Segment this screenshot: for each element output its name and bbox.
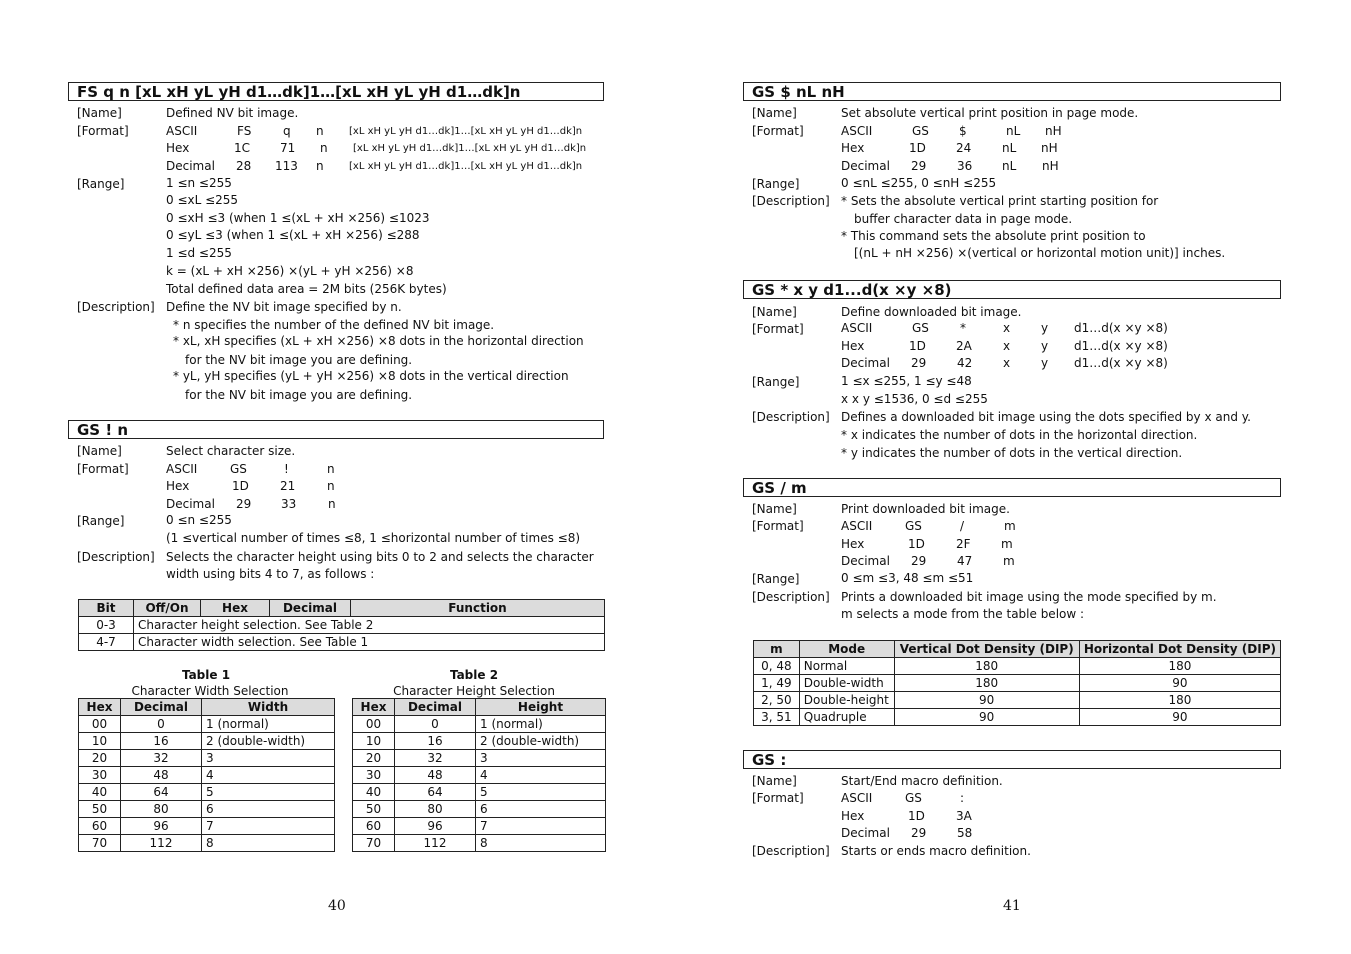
format-cell: nL bbox=[1002, 159, 1017, 173]
format-cell: ! bbox=[284, 462, 289, 476]
table-header: Hex bbox=[201, 600, 270, 617]
table-cell: 16 bbox=[395, 733, 476, 750]
table-row bbox=[754, 658, 1281, 675]
description-line: * x indicates the number of dots in the horizontal direction. bbox=[841, 428, 1198, 442]
table-header: Decimal bbox=[270, 600, 351, 617]
format-label: [Format] bbox=[752, 519, 804, 533]
section-title-gs-star: GS * x y d1...d(x ×y ×8) bbox=[743, 280, 1281, 299]
table-cell: 6 bbox=[476, 801, 606, 818]
format-cell: m bbox=[1003, 554, 1015, 568]
table-header-row bbox=[79, 600, 605, 617]
table-cell: Normal bbox=[799, 658, 894, 675]
range-label: [Range] bbox=[752, 572, 800, 586]
format-cell: nH bbox=[1041, 141, 1058, 155]
format-cell: 36 bbox=[957, 159, 973, 173]
table-cell: 90 bbox=[894, 692, 1079, 709]
format-cell: Decimal bbox=[841, 826, 890, 840]
name-label: [Name] bbox=[752, 502, 797, 516]
table-header: Bit bbox=[79, 600, 134, 617]
format-cell: 24 bbox=[956, 141, 972, 155]
table-row bbox=[353, 716, 606, 733]
format-cell: GS bbox=[905, 791, 922, 805]
table-cell: 64 bbox=[121, 784, 202, 801]
table-cell: Character width selection. See Table 1 bbox=[134, 634, 605, 651]
table-row bbox=[353, 784, 606, 801]
format-cell: y bbox=[1041, 356, 1049, 370]
description-label: [Description] bbox=[752, 194, 830, 208]
format-cell: Hex bbox=[166, 479, 190, 493]
table-cell: 180 bbox=[894, 658, 1079, 675]
description-label: [Description] bbox=[752, 590, 830, 604]
name-label: [Name] bbox=[752, 106, 797, 120]
table-cell: 32 bbox=[395, 750, 476, 767]
table-cell: 4-7 bbox=[79, 634, 134, 651]
format-cell: Hex bbox=[841, 141, 865, 155]
description-line: m selects a mode from the table below : bbox=[841, 607, 1085, 621]
range-line: 0 ≤n ≤255 bbox=[166, 513, 232, 527]
table1-subtitle: Character Width Selection bbox=[131, 684, 289, 698]
format-cell: d1…d(x ×y ×8) bbox=[1074, 339, 1168, 353]
table-header: Hex bbox=[79, 699, 121, 716]
description-line: * Sets the absolute vertical print starting position for bbox=[841, 194, 1159, 208]
table-row bbox=[79, 767, 335, 784]
format-cell: 1C bbox=[234, 141, 251, 155]
format-cell: 29 bbox=[236, 497, 252, 511]
table-row bbox=[353, 750, 606, 767]
table-cell: Double-height bbox=[799, 692, 894, 709]
table-row bbox=[79, 801, 335, 818]
table-cell: 0, 48 bbox=[754, 658, 800, 675]
table-cell: 3 bbox=[202, 750, 335, 767]
format-cell: n bbox=[320, 141, 328, 155]
format-cell: 2A bbox=[956, 339, 972, 353]
range-line: 0 ≤xL ≤255 bbox=[166, 193, 239, 207]
format-cell: d1…d(x ×y ×8) bbox=[1074, 356, 1168, 370]
table-cell: 10 bbox=[353, 733, 395, 750]
table-row bbox=[79, 750, 335, 767]
table-row bbox=[353, 835, 606, 852]
table-cell: 1, 49 bbox=[754, 675, 800, 692]
format-cell: m bbox=[1001, 537, 1013, 551]
description-line: [(nL + nH ×256) ×(vertical or horizontal motion unit)] inches. bbox=[854, 246, 1226, 260]
format-cell: 47 bbox=[957, 554, 973, 568]
table-row bbox=[353, 818, 606, 835]
range-line: 0 ≤nL ≤255, 0 ≤nH ≤255 bbox=[841, 176, 997, 190]
range-line: 0 ≤m ≤3, 48 ≤m ≤51 bbox=[841, 571, 974, 585]
format-cell: 1D bbox=[909, 141, 926, 155]
page-left bbox=[68, 0, 608, 954]
table-cell: 0 bbox=[121, 716, 202, 733]
format-cell: n bbox=[316, 124, 324, 138]
table1-width-selection bbox=[78, 698, 335, 852]
table-cell: 0 bbox=[395, 716, 476, 733]
format-cell: 58 bbox=[957, 826, 973, 840]
format-cell: y bbox=[1041, 339, 1049, 353]
table-header: Function bbox=[351, 600, 605, 617]
table-cell: 0-3 bbox=[79, 617, 134, 634]
format-cell: Decimal bbox=[841, 554, 890, 568]
table-cell: 90 bbox=[1079, 709, 1280, 726]
table-cell: 48 bbox=[121, 767, 202, 784]
description-label: [Description] bbox=[77, 300, 155, 314]
range-line: 0 ≤xH ≤3 (when 1 ≤(xL + xH ×256) ≤1023 bbox=[166, 211, 430, 225]
format-cell: ASCII bbox=[166, 462, 198, 476]
table-cell: 10 bbox=[79, 733, 121, 750]
table-cell: 96 bbox=[121, 818, 202, 835]
format-cell: [xL xH yL yH d1…dk]1…[xL xH yL yH d1…dk]n bbox=[353, 143, 587, 154]
table-cell: 2 (double-width) bbox=[202, 733, 335, 750]
table-header: m bbox=[754, 641, 800, 658]
section-title-gs-colon: GS : bbox=[743, 750, 1281, 769]
range-line: x x y ≤1536, 0 ≤d ≤255 bbox=[841, 392, 988, 406]
bit-function-table bbox=[78, 599, 605, 651]
table-header: Hex bbox=[353, 699, 395, 716]
format-cell: [xL xH yL yH d1…dk]1…[xL xH yL yH d1…dk]n bbox=[349, 126, 583, 137]
name-value: Start/End macro definition. bbox=[841, 774, 1003, 788]
table-header: Decimal bbox=[395, 699, 476, 716]
format-label: [Format] bbox=[752, 791, 804, 805]
table-cell: 20 bbox=[353, 750, 395, 767]
table-row bbox=[353, 767, 606, 784]
table-row bbox=[79, 617, 605, 634]
format-cell: nH bbox=[1042, 159, 1059, 173]
table-cell: 3 bbox=[476, 750, 606, 767]
table-cell: 50 bbox=[79, 801, 121, 818]
name-value: Defined NV bit image. bbox=[166, 106, 299, 120]
format-cell: 29 bbox=[911, 826, 927, 840]
table-row bbox=[79, 835, 335, 852]
table-cell: 70 bbox=[353, 835, 395, 852]
format-cell: 29 bbox=[911, 356, 927, 370]
range-label: [Range] bbox=[752, 375, 800, 389]
description-line: width using bits 4 to 7, as follows : bbox=[166, 567, 375, 581]
page-number: 40 bbox=[328, 898, 346, 914]
format-cell: 28 bbox=[236, 159, 252, 173]
table-cell: 4 bbox=[476, 767, 606, 784]
table-cell: 32 bbox=[121, 750, 202, 767]
table-cell: 20 bbox=[79, 750, 121, 767]
format-cell: n bbox=[328, 497, 336, 511]
format-cell: ASCII bbox=[841, 124, 873, 138]
table-cell: Quadruple bbox=[799, 709, 894, 726]
table-cell: 112 bbox=[121, 835, 202, 852]
format-cell: m bbox=[1004, 519, 1016, 533]
table-cell: 2, 50 bbox=[754, 692, 800, 709]
table1-title: Table 1 bbox=[181, 668, 231, 682]
table-cell: 60 bbox=[79, 818, 121, 835]
table-cell: 112 bbox=[395, 835, 476, 852]
table-header: Width bbox=[202, 699, 335, 716]
table2-title: Table 2 bbox=[449, 668, 499, 682]
name-label: [Name] bbox=[752, 774, 797, 788]
table-cell: 7 bbox=[476, 818, 606, 835]
table-cell: 30 bbox=[353, 767, 395, 784]
table-cell: 8 bbox=[476, 835, 606, 852]
format-cell: GS bbox=[230, 462, 247, 476]
format-cell: 21 bbox=[280, 479, 296, 493]
format-label: [Format] bbox=[752, 322, 804, 336]
format-cell: 1D bbox=[909, 339, 926, 353]
description-line: buffer character data in page mode. bbox=[854, 212, 1073, 226]
table-cell: 40 bbox=[79, 784, 121, 801]
range-line: Total defined data area = 2M bits (256K bytes) bbox=[166, 282, 447, 296]
table2-height-selection bbox=[352, 698, 606, 852]
name-value: Set absolute vertical print position in page mode. bbox=[841, 106, 1139, 120]
table-cell: 5 bbox=[476, 784, 606, 801]
format-cell: d1…d(x ×y ×8) bbox=[1074, 321, 1168, 335]
format-cell: nL bbox=[1006, 124, 1021, 138]
section-title-gs-dollar: GS $ nL nH bbox=[743, 82, 1281, 101]
description-line: for the NV bit image you are defining. bbox=[185, 388, 413, 402]
format-cell: x bbox=[1003, 321, 1011, 335]
format-cell: : bbox=[960, 791, 965, 805]
table-cell: 00 bbox=[353, 716, 395, 733]
range-line: k = (xL + xH ×256) ×(yL + yH ×256) ×8 bbox=[166, 264, 414, 278]
description-line: * xL, xH specifies (xL + xH ×256) ×8 dots in the horizontal direction bbox=[173, 334, 584, 348]
table-cell: 90 bbox=[1079, 675, 1280, 692]
range-line: 1 ≤d ≤255 bbox=[166, 246, 232, 260]
table-cell: 4 bbox=[202, 767, 335, 784]
table-header: Mode bbox=[799, 641, 894, 658]
table-cell: 00 bbox=[79, 716, 121, 733]
range-label: [Range] bbox=[752, 177, 800, 191]
table-cell: 180 bbox=[1079, 692, 1280, 709]
description-line: * yL, yH specifies (yL + yH ×256) ×8 dots in the vertical direction bbox=[173, 369, 569, 383]
table-cell: 50 bbox=[353, 801, 395, 818]
format-cell: $ bbox=[959, 124, 967, 138]
table-cell: 48 bbox=[395, 767, 476, 784]
table-header: Decimal bbox=[121, 699, 202, 716]
table-row bbox=[754, 709, 1281, 726]
section-title-gs-n: GS ! n bbox=[68, 420, 604, 439]
description-label: [Description] bbox=[77, 550, 155, 564]
table-cell: 5 bbox=[202, 784, 335, 801]
table-header-row bbox=[353, 699, 606, 716]
table-header: Height bbox=[476, 699, 606, 716]
table-cell: 180 bbox=[1079, 658, 1280, 675]
table-cell: 1 (normal) bbox=[476, 716, 606, 733]
format-cell: 1D bbox=[908, 537, 925, 551]
name-label: [Name] bbox=[77, 106, 122, 120]
table-cell: Character height selection. See Table 2 bbox=[134, 617, 605, 634]
table-cell: 60 bbox=[353, 818, 395, 835]
name-value: Print downloaded bit image. bbox=[841, 502, 1010, 516]
table-cell: 64 bbox=[395, 784, 476, 801]
table-cell: 16 bbox=[121, 733, 202, 750]
name-label: [Name] bbox=[77, 444, 122, 458]
table-header: Vertical Dot Density (DIP) bbox=[894, 641, 1079, 658]
page-number: 41 bbox=[1003, 898, 1021, 914]
format-cell: ASCII bbox=[841, 519, 873, 533]
format-cell: x bbox=[1003, 356, 1011, 370]
format-label: [Format] bbox=[77, 462, 129, 476]
table-cell: 180 bbox=[894, 675, 1079, 692]
section-title-gs-slash: GS / m bbox=[743, 478, 1281, 497]
table-row bbox=[353, 801, 606, 818]
format-label: [Format] bbox=[77, 124, 129, 138]
format-cell: Decimal bbox=[841, 356, 890, 370]
table-cell: 30 bbox=[79, 767, 121, 784]
format-cell: x bbox=[1003, 339, 1011, 353]
format-cell: 1D bbox=[908, 809, 925, 823]
format-cell: FS bbox=[237, 124, 252, 138]
format-cell: 2F bbox=[956, 537, 971, 551]
table-cell: 7 bbox=[202, 818, 335, 835]
table-row bbox=[353, 733, 606, 750]
table-header: Off/On bbox=[134, 600, 201, 617]
format-cell: * bbox=[960, 321, 966, 335]
description-line: Defines a downloaded bit image using the dots specified by x and y. bbox=[841, 410, 1251, 424]
description-line: Define the NV bit image specified by n. bbox=[166, 300, 402, 314]
table-row bbox=[79, 818, 335, 835]
format-cell: 29 bbox=[911, 554, 927, 568]
format-cell: GS bbox=[912, 321, 929, 335]
table-cell: 40 bbox=[353, 784, 395, 801]
table-cell: 70 bbox=[79, 835, 121, 852]
table-row bbox=[79, 784, 335, 801]
description-line: Prints a downloaded bit image using the mode specified by m. bbox=[841, 590, 1217, 604]
range-line: 1 ≤n ≤255 bbox=[166, 176, 232, 190]
table-header: Horizontal Dot Density (DIP) bbox=[1079, 641, 1280, 658]
format-cell: y bbox=[1041, 321, 1049, 335]
format-cell: 42 bbox=[957, 356, 973, 370]
table-header-row bbox=[79, 699, 335, 716]
format-cell: 3A bbox=[956, 809, 972, 823]
description-line: Starts or ends macro definition. bbox=[841, 844, 1031, 858]
table-cell: 3, 51 bbox=[754, 709, 800, 726]
format-cell: q bbox=[283, 124, 291, 138]
table-cell: 6 bbox=[202, 801, 335, 818]
description-label: [Description] bbox=[752, 410, 830, 424]
range-label: [Range] bbox=[77, 177, 125, 191]
name-value: Select character size. bbox=[166, 444, 296, 458]
format-cell: Decimal bbox=[166, 497, 215, 511]
format-label: [Format] bbox=[752, 124, 804, 138]
format-cell: [xL xH yL yH d1…dk]1…[xL xH yL yH d1…dk]n bbox=[349, 161, 583, 172]
format-cell: GS bbox=[912, 124, 929, 138]
format-cell: GS bbox=[905, 519, 922, 533]
format-cell: ASCII bbox=[841, 791, 873, 805]
format-cell: 29 bbox=[911, 159, 927, 173]
description-line: * n specifies the number of the defined NV bit image. bbox=[173, 318, 495, 332]
format-cell: Hex bbox=[841, 537, 865, 551]
format-cell: ASCII bbox=[841, 321, 873, 335]
format-cell: Hex bbox=[166, 141, 190, 155]
table-row bbox=[79, 634, 605, 651]
table-cell: 80 bbox=[121, 801, 202, 818]
table-row bbox=[79, 716, 335, 733]
table-cell: 80 bbox=[395, 801, 476, 818]
description-line: * y indicates the number of dots in the vertical direction. bbox=[841, 446, 1183, 460]
table-row bbox=[754, 675, 1281, 692]
name-label: [Name] bbox=[752, 305, 797, 319]
page-right bbox=[743, 0, 1283, 954]
format-cell: n bbox=[316, 159, 324, 173]
mode-table bbox=[753, 640, 1281, 726]
format-cell: n bbox=[327, 462, 335, 476]
table-cell: 90 bbox=[894, 709, 1079, 726]
format-cell: 71 bbox=[280, 141, 296, 155]
format-cell: / bbox=[960, 519, 965, 533]
table2-subtitle: Character Height Selection bbox=[393, 684, 555, 698]
format-cell: nL bbox=[1002, 141, 1017, 155]
range-line: 0 ≤yL ≤3 (when 1 ≤(xL + xH ×256) ≤288 bbox=[166, 228, 420, 242]
format-cell: Decimal bbox=[166, 159, 215, 173]
format-cell: Hex bbox=[841, 809, 865, 823]
format-cell: Decimal bbox=[841, 159, 890, 173]
table-cell: 8 bbox=[202, 835, 335, 852]
section-title-fs-q: FS q n [xL xH yL yH d1…dk]1…[xL xH yL yH d1…dk]n bbox=[68, 82, 604, 101]
description-label: [Description] bbox=[752, 844, 830, 858]
table-cell: Double-width bbox=[799, 675, 894, 692]
table-header-row bbox=[754, 641, 1281, 658]
table-row bbox=[754, 692, 1281, 709]
table-row bbox=[79, 733, 335, 750]
description-line: Selects the character height using bits 0 to 2 and selects the character bbox=[166, 550, 594, 564]
format-cell: Hex bbox=[841, 339, 865, 353]
table-cell: 96 bbox=[395, 818, 476, 835]
format-cell: ASCII bbox=[166, 124, 198, 138]
name-value: Define downloaded bit image. bbox=[841, 305, 1022, 319]
format-cell: nH bbox=[1045, 124, 1062, 138]
range-line: 1 ≤x ≤255, 1 ≤y ≤48 bbox=[841, 374, 972, 388]
description-line: for the NV bit image you are defining. bbox=[185, 353, 413, 367]
format-cell: n bbox=[327, 479, 335, 493]
range-line: (1 ≤vertical number of times ≤8, 1 ≤horizontal number of times ≤8) bbox=[166, 531, 581, 545]
format-cell: 1D bbox=[232, 479, 249, 493]
description-line: * This command sets the absolute print position to bbox=[841, 229, 1146, 243]
table-cell: 1 (normal) bbox=[202, 716, 335, 733]
format-cell: 33 bbox=[281, 497, 297, 511]
format-cell: 113 bbox=[275, 159, 298, 173]
table-cell: 2 (double-width) bbox=[476, 733, 606, 750]
range-label: [Range] bbox=[77, 514, 125, 528]
